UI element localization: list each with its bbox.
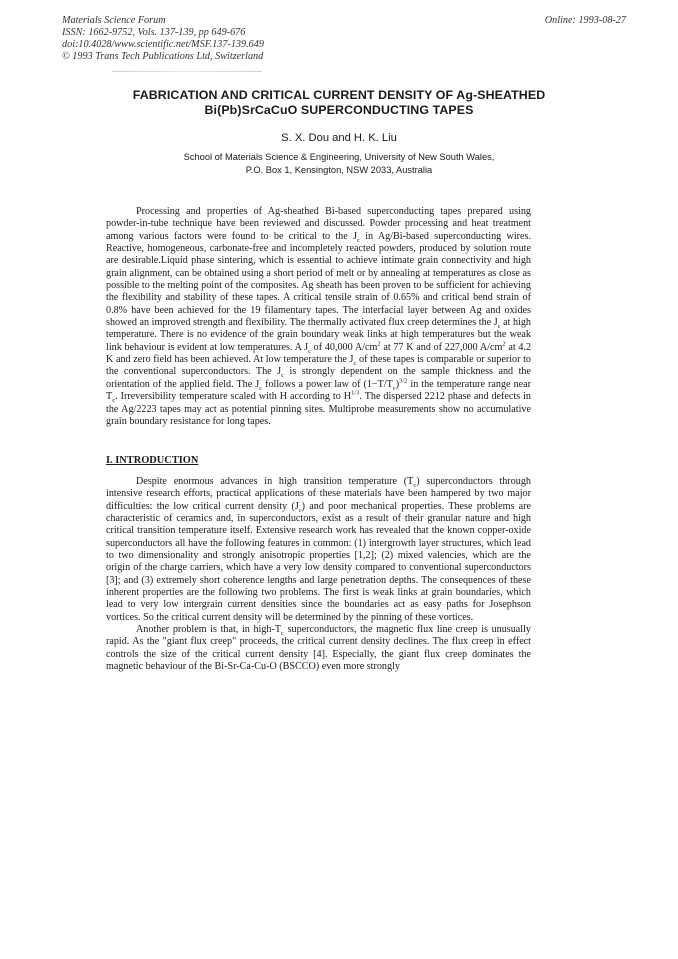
title-line-1: FABRICATION AND CRITICAL CURRENT DENSITY OF Ag-SHEATHED [132, 88, 546, 102]
publication-info [62, 15, 264, 63]
introduction-body [106, 476, 531, 674]
introduction-paragraph-2: Another problem is that, in high-$T_c$ superconductors, the magnetic flux line creep is unusually rapid. As the "giant flux creep" proceeds, the critical current density declines. The flux creep in effect controls the size of the critical current density [4]. Especially, the giant flux creep dominates the magnetic behaviour of the Bi-Sr-Ca-Cu-O (BSCCO) even more strongly [106, 624, 531, 673]
issn-line: ISSN: 1662-9752, Vols. 137-139, pp 649-676 [62, 27, 246, 38]
online-date: Online: 1993-08-27 [544, 15, 626, 26]
paper-authors: S. X. Dou and H. K. Liu [281, 132, 397, 144]
abstract [106, 206, 531, 428]
introduction-paragraph-1: Despite enormous advances in high transition temperature $(T_c)$ superconductors through intensive research efforts, practical applications of these materials have been hampered by two major difficulties: the low critical current density $(J_c)$ and poor mechanical properties. These problems are characteristic of ceramics and, in superconductors, exist as a result of their granular nature and high critical transition temperature itself. Extensive research work has revealed that the known copper-oxide superconductors all have the following features in common: (1) intergrowth layer structures, which lead to two dimensionality and strongly anisotropic properties [1,2]; (2) mixed valencies, which are the origin of the charge carriers, which have a very low density compared to conventional superconductors [3]; and (3) extremely short coherence lengths and large penetration depths. The consequences of these inherent properties are the following two problems. The first is weak links at grain boundaries, which lead to very low intergrain current densities since the boundaries act as easy paths for Josephson vortices. So the critical current density will be determined by the pinning of these vortices. [106, 476, 531, 623]
section-heading-introduction: I. INTRODUCTION [106, 455, 199, 466]
scan-artifact-line [112, 71, 262, 72]
abstract-paragraph: Processing and properties of Ag-sheathed Bi-based superconducting tapes prepared using powder-in-tube technique have been reviewed and discussed. Powder processing and heat treatment among various factors were found to be critical to the $J_c$ in Ag/Bi-based superconducting wires. Reactive, homogeneous, carbonate-free and incompletely reacted powders, produced by solution route are desirable.Liquid phase sintering, which is essential to achieve intimate grain connectivity and high grain alignment, can be obtained using a short period of melt or by annealing at temperatures as close as possible to the melting point of the composites. Ag sheath has been proven to be sufficient for achieving the flexibility and stability of these tapes. A critical tensile strain of 0.65% and critical bend strain of 0.8% have been achieved for the 19 filamentary tapes. The interfacial layer between Ag and oxides showed an improved strength and flexibility. The thermally activated flux creep determines the $J_c$ at high temperature. There is no evidence of the grain boundary weak links at high temperatures but the weak link behaviour is evident at low temperatures. A $J_c$ of 40,000 $A/cm^2$ at 77 K and of 227,000 $A/cm^2$ at 4.2 K and zero field has been achieved. At low temperature the $J_c$ of these tapes is comparable or superior to the conventional superconductors. The $J_c$ is strongly dependent on the sample thickness and the orientation of the applied field. The $J_c$ follows a power law of $(1-T/T_c)^{3/2}$ in the temperature range near $T_c$. Irreversibility temperature scaled with H according to $H^{1/3}$. The dispersed 2212 phase and defects in the Ag/2223 tapes may act as potential pinning sites. Multiprobe measurements show no accumulative grain boundary resistance for long tapes. [106, 206, 532, 427]
copyright-line: © 1993 Trans Tech Publications Ltd, Switzerland [62, 51, 264, 62]
author-affiliation [60, 151, 618, 176]
doi-line: doi:10.4028/www.scientific.net/MSF.137-139.649 [62, 39, 264, 50]
affiliation-line-2: P.O. Box 1, Kensington, NSW 2033, Australia [245, 164, 433, 175]
title-line-2: Bi(Pb)SrCaCuO SUPERCONDUCTING TAPES [204, 103, 474, 117]
affiliation-line-1: School of Materials Science & Engineering, University of New South Wales, [183, 152, 495, 162]
paper-title [60, 88, 618, 118]
journal-name: Materials Science Forum [62, 15, 166, 26]
